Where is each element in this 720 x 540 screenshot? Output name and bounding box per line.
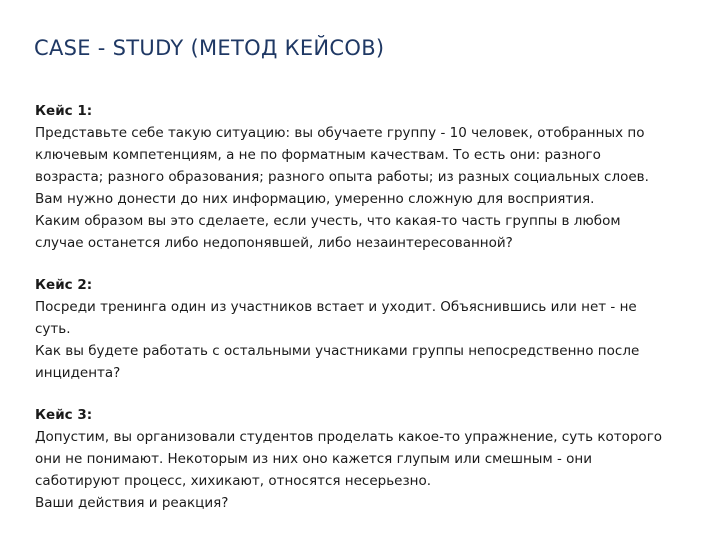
case-heading: Кейс 2: [35, 277, 93, 293]
case-text-line: случае останется либо недопонявшей, либо незаинтересованной? [35, 235, 513, 251]
case-3 [35, 404, 705, 514]
case-text-line: возраста; разного образования; разного опыта работы; из разных социальных слоев. [35, 169, 649, 185]
case-text-line: Допустим, вы организовали студентов проделать какое-то упражнение, суть которого [35, 429, 663, 445]
case-heading: Кейс 1: [35, 103, 93, 119]
case-text-line: суть. [35, 321, 71, 337]
case-text-line: Посреди тренинга один из участников встает и уходит. Объяснившись или нет - не [35, 299, 637, 315]
case-text-line: ключевым компетенциям, а не по форматным качествам. То есть они: разного [35, 147, 601, 163]
case-text-line: Вам нужно донести до них информацию, умеренно сложную для восприятия. [35, 191, 595, 207]
case-text-line: саботируют процесс, хихикают, относятся несерьезно. [35, 473, 432, 489]
case-text-line: Представьте себе такую ситуацию: вы обучаете группу - 10 человек, отобранных по [35, 125, 645, 141]
case-text-line: Как вы будете работать с остальными участниками группы непосредственно после [35, 343, 640, 359]
case-heading: Кейс 3: [35, 407, 93, 423]
cases-list [35, 100, 705, 534]
case-text-line: Ваши действия и реакция? [35, 495, 229, 511]
slide-title: CASE - STUDY (МЕТОД КЕЙСОВ) [34, 36, 385, 60]
case-text-line: они не понимают. Некоторым из них оно кажется глупым или смешным - они [35, 451, 592, 467]
case-2 [35, 274, 705, 384]
case-1 [35, 100, 705, 254]
case-text-line: инцидента? [35, 365, 121, 381]
case-text-line: Каким образом вы это сделаете, если учесть, что какая-то часть группы в любом [35, 213, 621, 229]
